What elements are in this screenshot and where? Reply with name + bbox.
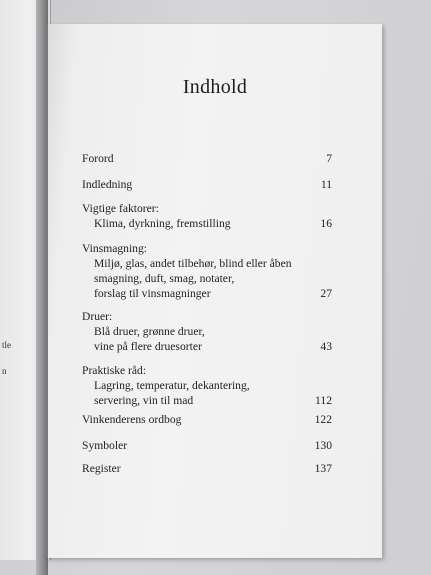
toc-heading: Register [82,462,121,475]
toc-subline: vine på flere druesorter [94,340,202,353]
toc-entry [82,241,332,301]
toc-page-number: 11 [320,178,332,191]
toc-subline: servering, vin til mad [94,394,194,407]
toc-entry [82,412,332,427]
toc-entry [82,461,332,476]
toc-entry [82,201,332,231]
toc-heading: Vinsmagning: [82,242,147,255]
toc-subline: forslag til vinsmagninger [94,287,211,300]
toc-subline: Klima, dyrkning, fremstilling [94,217,231,230]
toc-entry [82,177,332,192]
facing-page-text-fragment: tle [2,340,11,350]
toc-subline: smagning, duft, smag, notater, [94,272,235,285]
toc-page-number: 112 [315,394,332,407]
toc-heading: Indledning [82,178,133,191]
toc-subline: Blå druer, grønne druer, [94,325,205,338]
toc-page-number: 27 [320,287,332,300]
toc-heading: Praktiske råd: [82,364,147,377]
toc-heading: Forord [82,152,114,165]
toc-page-number: 122 [314,413,332,426]
book-page [46,24,382,558]
toc-entry [82,151,332,166]
toc-subline: Miljø, glas, andet tilbehør, blind eller åben [94,257,292,270]
toc-subline: Lagring, temperatur, dekantering, [94,379,250,392]
toc-page-number: 16 [320,217,332,230]
toc-entry [82,363,332,408]
page-title: Indhold [182,76,248,98]
toc-entry [82,309,332,354]
toc-entry [82,438,332,453]
toc-page-number: 130 [314,439,332,452]
toc-heading: Symboler [82,439,128,452]
toc-page-number: 7 [326,152,332,165]
toc-heading: Vinkenderens ordbog [82,413,182,426]
toc-page-number: 137 [314,462,332,475]
toc-heading: Vigtige faktorer: [82,202,159,215]
facing-page-text-fragment: n [2,366,7,376]
toc-heading: Druer: [82,310,113,323]
toc-page-number: 43 [320,340,332,353]
